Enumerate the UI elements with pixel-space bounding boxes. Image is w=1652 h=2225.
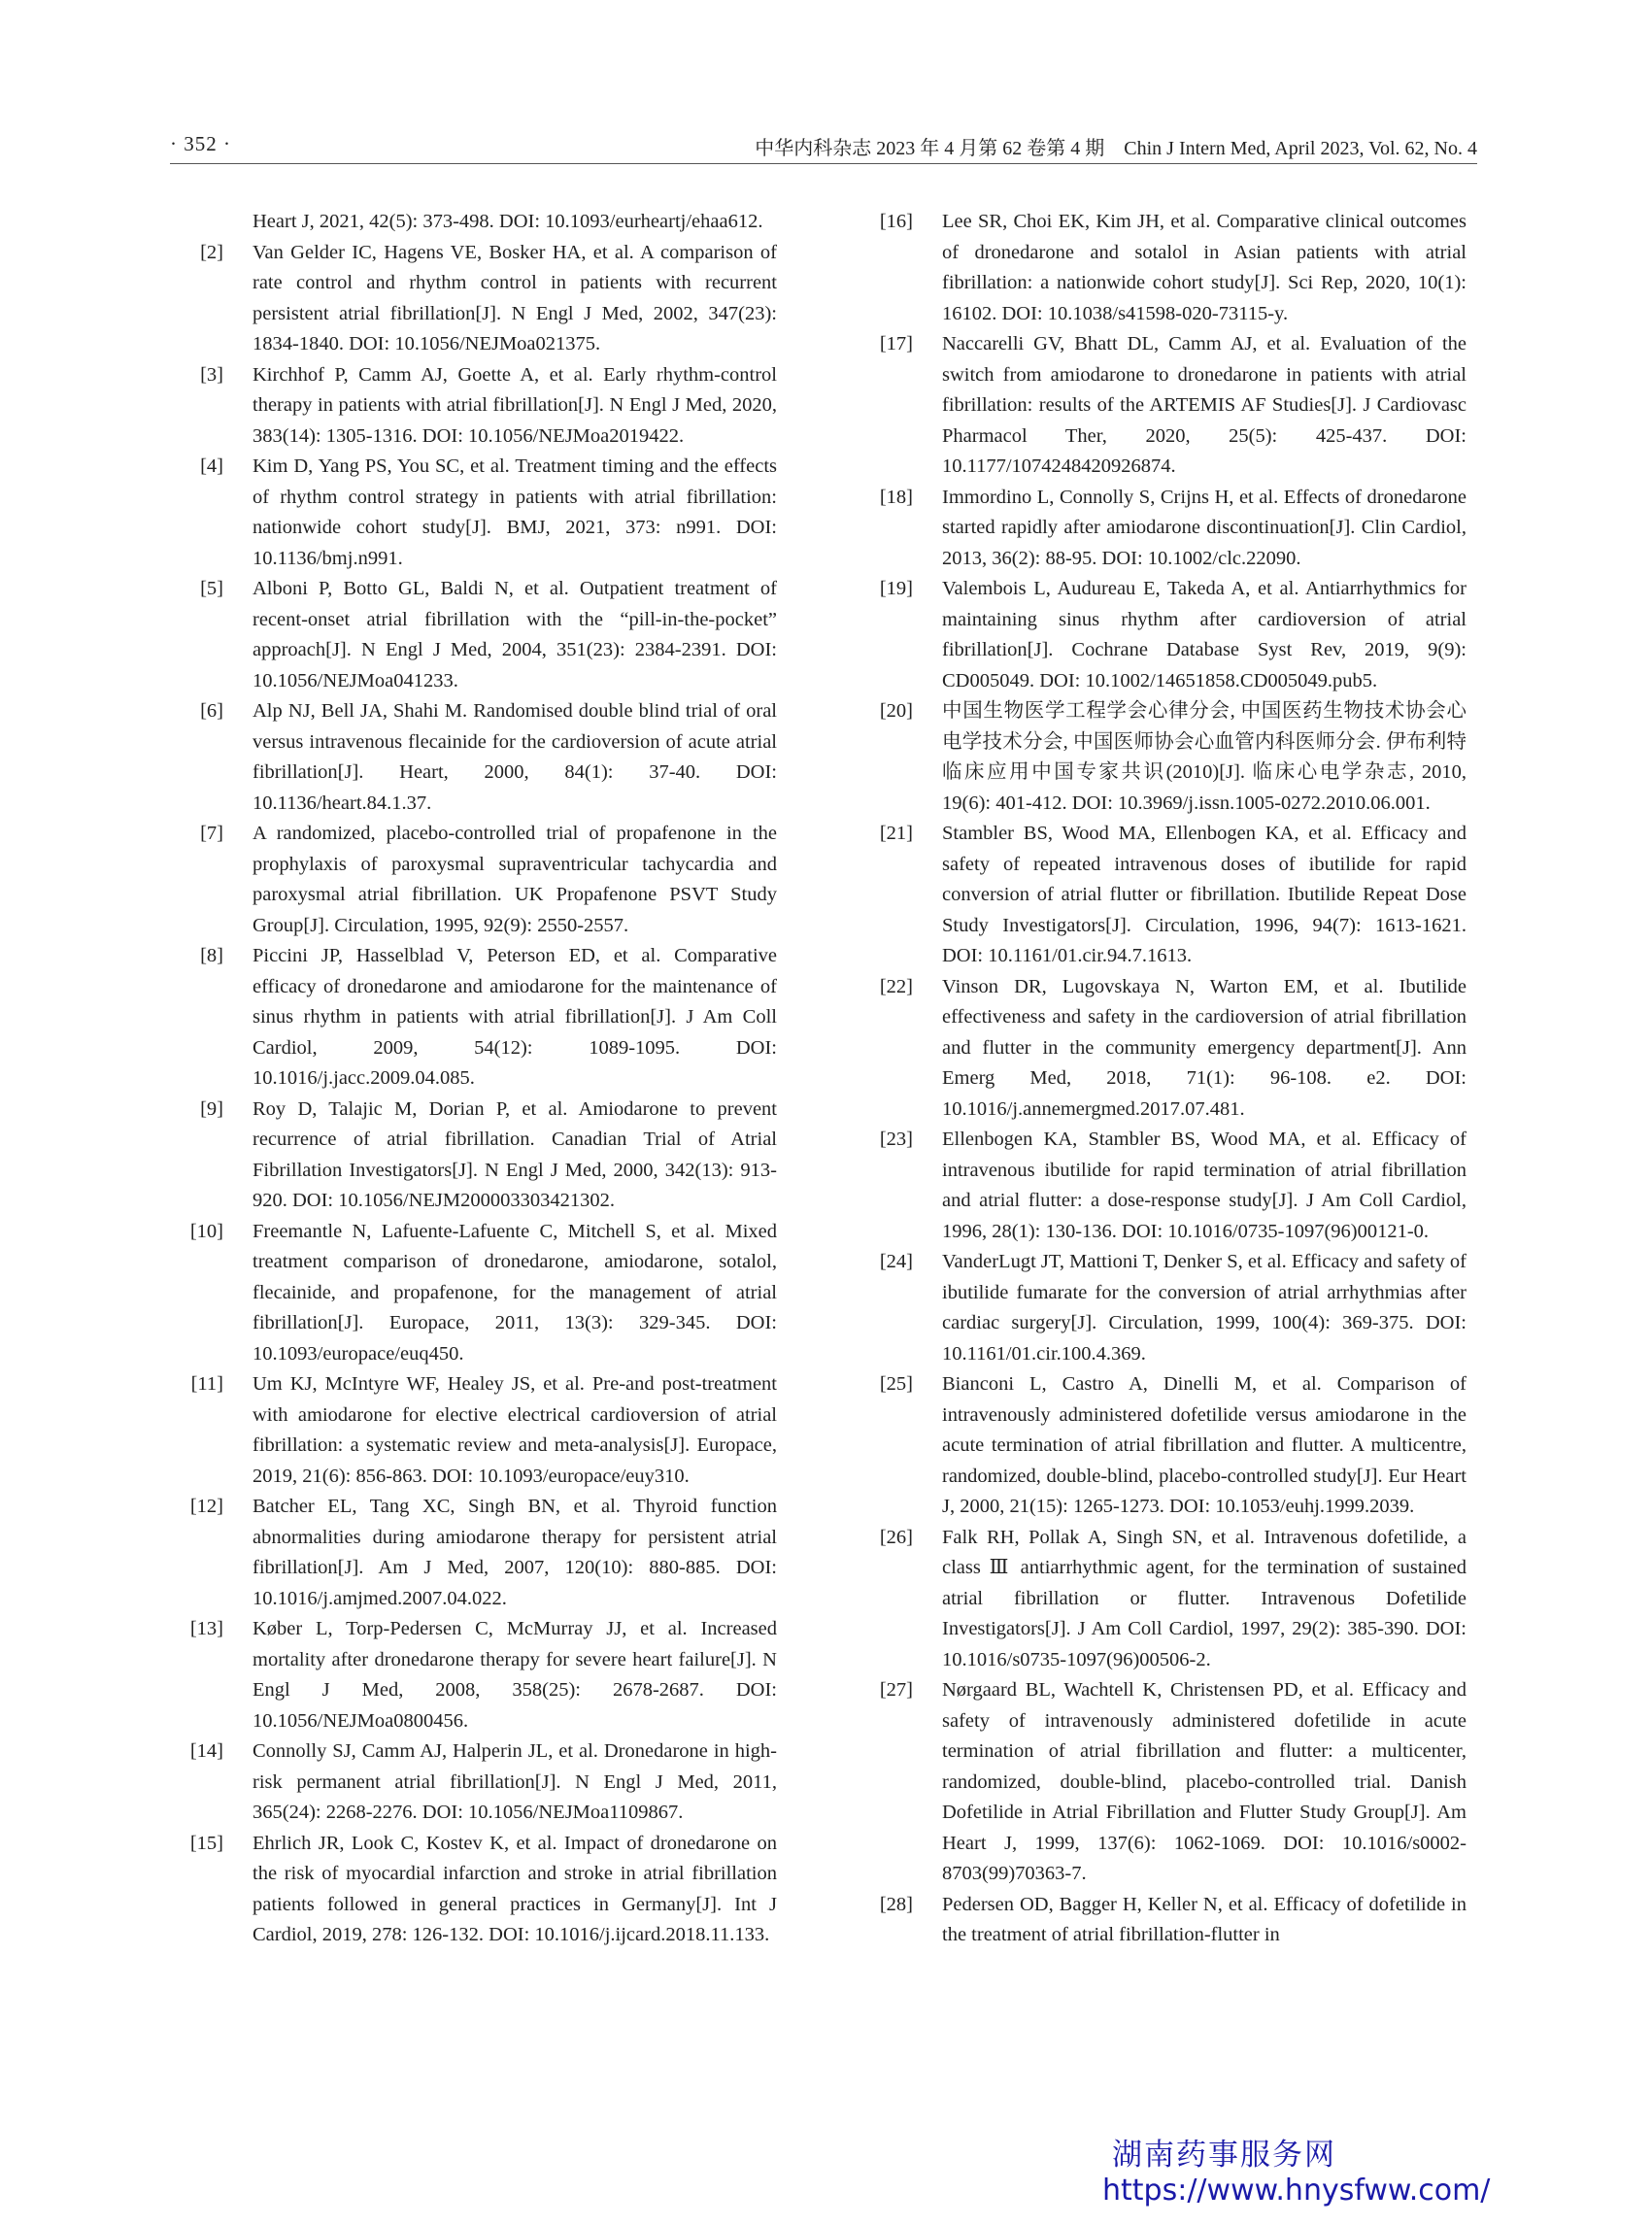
reference-text: VanderLugt JT, Mattioni T, Denker S, et al. Efficacy and safety of ibutilide fumarate for the conversion of atrial arrhythmias after cardiac surgery[J]. Circulation, 1999, 100(4): 369-375. DOI: 10.1161/01.cir.100.4.369.	[942, 1251, 1467, 1365]
reference-number: [22]	[879, 975, 913, 997]
reference-item	[175, 941, 777, 1095]
reference-item	[864, 972, 1467, 1126]
reference-text: Falk RH, Pollak A, Singh SN, et al. Intravenous dofetilide, a class Ⅲ antiarrhythmic agent, for the termination of sustained atrial fibrillation or flutter. Intravenous Dofetilide Investigators[J]. J Am Coll Cardiol, 1997, 29(2): 385-390. DOI: 10.1016/s0735-1097(96)00506-2.	[942, 1526, 1467, 1670]
reference-text: Immordino L, Connolly S, Crijns H, et al. Effects of dronedarone started rapidly after amiodarone discontinuation[J]. Clin Cardiol, 2013, 36(2): 88-95. DOI: 10.1002/clc.22090.	[942, 486, 1467, 569]
reference-item	[864, 696, 1467, 819]
reference-text: Freemantle N, Lafuente-Lafuente C, Mitchell S, et al. Mixed treatment comparison of dronedarone, amiodarone, sotalol, flecainide, and propafenone, for the management of atrial fibrillation[J]. Europace, 2011, 13(3): 329-345. DOI: 10.1093/europace/euq450.	[253, 1220, 777, 1365]
reference-item	[175, 452, 777, 574]
reference-text: Connolly SJ, Camm AJ, Halperin JL, et al. Dronedarone in high-risk permanent atrial fibrillation[J]. N Engl J Med, 2011, 365(24): 2268-2276. DOI: 10.1056/NEJMoa1109867.	[253, 1740, 777, 1823]
reference-number: [13]	[189, 1618, 223, 1639]
reference-number: [12]	[189, 1496, 223, 1517]
reference-text: 中国生物医学工程学会心律分会, 中国医药生物技术协会心电学技术分会, 中国医师协会心血管内科医师分会. 伊布利特临床应用中国专家共识(2010)[J]. 临床心电学杂志, 2010, 19(6): 401-412. DOI: 10.3969/j.issn.1005-0272.2010.06.001.	[942, 700, 1467, 814]
reference-number: [25]	[879, 1373, 913, 1395]
reference-text: A randomized, placebo-controlled trial of propafenone in the prophylaxis of paroxysmal supraventricular tachycardia and paroxysmal atrial fibrillation. UK Propafenone PSVT Study Group[J]. Circulation, 1995, 92(9): 2550-2557.	[253, 823, 777, 936]
references-left-column	[175, 207, 777, 1951]
reference-number: [24]	[879, 1251, 913, 1272]
reference-text: Ellenbogen KA, Stambler BS, Wood MA, et al. Efficacy of intravenous ibutilide for rapid termination of atrial fibrillation and atrial flutter: a dose-response study[J]. J Am Coll Cardiol, 1996, 28(1): 130-136. DOI: 10.1016/0735-1097(96)00121-0.	[942, 1129, 1467, 1242]
reference-number: [20]	[879, 700, 913, 722]
reference-number: [17]	[879, 333, 913, 354]
reference-item	[864, 1125, 1467, 1247]
reference-number: [4]	[200, 455, 223, 477]
reference-text: Kirchhof P, Camm AJ, Goette A, et al. Early rhythm-control therapy in patients with atrial fibrillation[J]. N Engl J Med, 2020, 383(14): 1305-1316. DOI: 10.1056/NEJMoa2019422.	[253, 363, 777, 447]
reference-text: Køber L, Torp-Pedersen C, McMurray JJ, et al. Increased mortality after dronedarone therapy for severe heart failure[J]. N Engl J Med, 2008, 358(25): 2678-2687. DOI: 10.1056/NEJMoa0800456.	[253, 1618, 777, 1732]
reference-item	[175, 1217, 777, 1370]
watermark-site-name: 湖南药事服务网	[1112, 2138, 1336, 2173]
reference-number: [11]	[190, 1373, 223, 1395]
reference-item	[175, 1492, 777, 1614]
reference-item	[864, 207, 1467, 329]
reference-text: Batcher EL, Tang XC, Singh BN, et al. Thyroid function abnormalities during amiodarone therapy for persistent atrial fibrillation[J]. Am J Med, 2007, 120(10): 880-885. DOI: 10.1016/j.amjmed.2007.04.022.	[253, 1496, 777, 1609]
reference-item	[175, 360, 777, 453]
reference-number: [26]	[879, 1526, 913, 1548]
reference-item	[864, 1523, 1467, 1676]
reference-item	[175, 1736, 777, 1829]
page-number: · 352 ·	[170, 132, 231, 155]
reference-item	[175, 207, 777, 238]
reference-text: Ehrlich JR, Look C, Kostev K, et al. Impact of dronedarone on the risk of myocardial infarction and stroke in atrial fibrillation patients followed in general practices in Germany[J]. Int J Cardiol, 2019, 278: 126-132. DOI: 10.1016/j.ijcard.2018.11.133.	[253, 1832, 777, 1945]
reference-text: Heart J, 2021, 42(5): 373-498. DOI: 10.1093/eurheartj/ehaa612.	[253, 211, 763, 232]
reference-number: [5]	[200, 578, 223, 599]
reference-item	[175, 1369, 777, 1492]
reference-number: [19]	[879, 578, 913, 599]
references-right-column	[864, 207, 1467, 1951]
site-watermark	[1102, 2137, 1510, 2208]
reference-number: [28]	[879, 1893, 913, 1915]
reference-text: Lee SR, Choi EK, Kim JH, et al. Comparative clinical outcomes of dronedarone and sotalol in Asian patients with atrial fibrillation: a nationwide cohort study[J]. Sci Rep, 2020, 10(1): 16102. DOI: 10.1038/s41598-020-73115-y.	[942, 211, 1467, 324]
reference-text: Naccarelli GV, Bhatt DL, Camm AJ, et al. Evaluation of the switch from amiodarone to dronedarone in patients with atrial fibrillation: results of the ARTEMIS AF Studies[J]. J Cardiovasc Pharmacol Ther, 2020, 25(5): 425-437. DOI: 10.1177/1074248420926874.	[942, 333, 1467, 477]
reference-number: [9]	[200, 1097, 223, 1120]
reference-text: Pedersen OD, Bagger H, Keller N, et al. Efficacy of dofetilide in the treatment of atrial fibrillation-flutter in	[942, 1893, 1467, 1945]
reference-item	[175, 1614, 777, 1736]
reference-item	[175, 238, 777, 360]
reference-item	[864, 1890, 1467, 1951]
reference-number: [18]	[879, 486, 913, 508]
reference-number: [6]	[200, 700, 223, 722]
reference-number: [8]	[200, 945, 223, 966]
reference-number: [16]	[879, 211, 913, 232]
reference-item	[175, 696, 777, 819]
reference-number: [27]	[879, 1679, 913, 1701]
reference-item	[864, 1247, 1467, 1369]
reference-text: Bianconi L, Castro A, Dinelli M, et al. Comparison of intravenously administered dofetilide versus amiodarone in the acute termination of atrial fibrillation and flutter. A multicentre, randomized, double-blind, placebo-controlled study[J]. Eur Heart J, 2000, 21(15): 1265-1273. DOI: 10.1053/euhj.1999.2039.	[942, 1373, 1467, 1517]
reference-text: Van Gelder IC, Hagens VE, Bosker HA, et al. A comparison of rate control and rhythm control in patients with recurrent persistent atrial fibrillation[J]. N Engl J Med, 2002, 347(23): 1834-1840. DOI: 10.1056/NEJMoa021375.	[253, 241, 777, 354]
reference-number: [21]	[879, 823, 913, 844]
reference-text: Stambler BS, Wood MA, Ellenbogen KA, et al. Efficacy and safety of repeated intravenous doses of ibutilide for rapid conversion of atrial flutter or fibrillation. Ibutilide Repeat Dose Study Investigators[J]. Circulation, 1996, 94(7): 1613-1621. DOI: 10.1161/01.cir.94.7.1613.	[942, 823, 1467, 966]
reference-number: [14]	[189, 1740, 223, 1762]
reference-item	[175, 819, 777, 941]
reference-item	[864, 1369, 1467, 1523]
reference-text: Vinson DR, Lugovskaya N, Warton EM, et al. Ibutilide effectiveness and safety in the cardioversion of atrial fibrillation and flutter in the community emergency department[J]. Ann Emerg Med, 2018, 71(1): 96-108. e2. DOI: 10.1016/j.annemergmed.2017.07.481.	[942, 975, 1467, 1120]
watermark-url: https://www.hnysfww.com/	[1102, 2174, 1491, 2208]
reference-text: Um KJ, McIntyre WF, Healey JS, et al. Pre-and post-treatment with amiodarone for elective electrical cardioversion of atrial fibrillation: a systematic review and meta-analysis[J]. Europace, 2019, 21(6): 856-863. DOI: 10.1093/europace/euy310.	[253, 1373, 777, 1487]
reference-number: [7]	[200, 823, 223, 844]
reference-number: [3]	[200, 363, 223, 386]
reference-item	[864, 329, 1467, 483]
reference-item	[864, 574, 1467, 696]
reference-text: Nørgaard BL, Wachtell K, Christensen PD, et al. Efficacy and safety of intravenously administered dofetilide in acute termination of atrial fibrillation and flutter: a multicenter, randomized, double-blind, placebo-controlled trial. Danish Dofetilide in Atrial Fibrillation and Flutter Study Group[J]. Am Heart J, 1999, 137(6): 1062-1069. DOI: 10.1016/s0002-8703(99)70363-7.	[942, 1679, 1467, 1884]
reference-item	[864, 483, 1467, 575]
page-header	[170, 124, 1477, 164]
reference-item	[864, 819, 1467, 972]
reference-number: [2]	[200, 241, 223, 263]
reference-text: Alboni P, Botto GL, Baldi N, et al. Outpatient treatment of recent-onset atrial fibrillation with the “pill-in-the-pocket” approach[J]. N Engl J Med, 2004, 351(23): 2384-2391. DOI: 10.1056/NEJMoa041233.	[253, 578, 777, 691]
reference-text: Roy D, Talajic M, Dorian P, et al. Amiodarone to prevent recurrence of atrial fibrillation. Canadian Trial of Atrial Fibrillation Investigators[J]. N Engl J Med, 2000, 342(13): 913-920. DOI: 10.1056/NEJM200003303421302.	[253, 1097, 777, 1211]
reference-item	[175, 1829, 777, 1951]
reference-number: [15]	[189, 1832, 223, 1854]
reference-number: [23]	[879, 1129, 913, 1150]
reference-text: Valembois L, Audureau E, Takeda A, et al. Antiarrhythmics for maintaining sinus rhythm after cardioversion of atrial fibrillation[J]. Cochrane Database Syst Rev, 2019, 9(9): CD005049. DOI: 10.1002/14651858.CD005049.pub5.	[942, 578, 1467, 691]
journal-running-title: 中华内科杂志 2023 年 4 月第 62 卷第 4 期 Chin J Intern Med, April 2023, Vol. 62, No. 4	[755, 138, 1477, 159]
reference-number: [10]	[189, 1220, 223, 1242]
reference-text: Piccini JP, Hasselblad V, Peterson ED, et al. Comparative efficacy of dronedarone and amiodarone for the maintenance of sinus rhythm in patients with atrial fibrillation[J]. J Am Coll Cardiol, 2009, 54(12): 1089-1095. DOI: 10.1016/j.jacc.2009.04.085.	[253, 945, 777, 1089]
reference-item	[175, 574, 777, 696]
reference-item	[864, 1675, 1467, 1890]
reference-text: Kim D, Yang PS, You SC, et al. Treatment timing and the effects of rhythm control strategy in patients with atrial fibrillation: nationwide cohort study[J]. BMJ, 2021, 373: n991. DOI: 10.1136/bmj.n991.	[253, 455, 777, 569]
reference-text: Alp NJ, Bell JA, Shahi M. Randomised double blind trial of oral versus intravenous flecainide for the cardioversion of acute atrial fibrillation[J]. Heart, 2000, 84(1): 37-40. DOI: 10.1136/heart.84.1.37.	[253, 700, 777, 814]
reference-item	[175, 1095, 777, 1217]
